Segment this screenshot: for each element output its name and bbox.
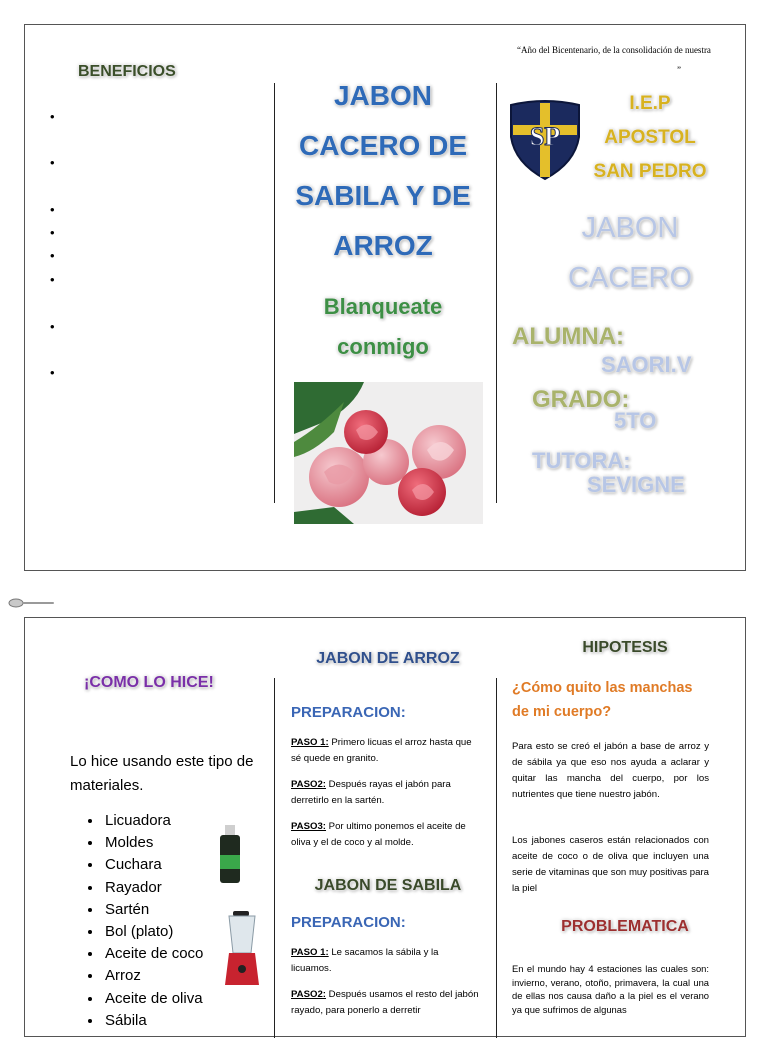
school-name-line: APOSTOL [604, 127, 696, 148]
brand-title-line: JABON [581, 212, 679, 244]
hipotesis-title: HIPOTESIS [582, 639, 668, 656]
brand-title [555, 203, 705, 303]
grado-value: 5TO [614, 408, 657, 433]
benefit-bullet: • [50, 365, 55, 380]
benefit-bullet: • [50, 272, 55, 287]
benefit-bullet: • [50, 202, 55, 217]
arroz-step-1 [291, 735, 481, 767]
list-item: • Bol (plato) [103, 921, 203, 943]
slogan-line: Blanqueate [323, 294, 443, 319]
slogan-line: conmigo [337, 334, 429, 359]
main-title [283, 71, 483, 271]
column-divider [274, 678, 275, 1038]
hipotesis-paragraph: Para esto se creó el jabón a base de arroz y de sábila ya que eso nos ayuda a aclarar y quitar las mancha del cuerpo, por los nutrientes que tiene nuestro jabón. [512, 741, 709, 800]
header-quote: “Año del Bicentenario, de la consolidación de nuestra [517, 45, 711, 55]
rose-soap-photo [294, 382, 483, 524]
hipotesis-paragraph: Los jabones caseros están relacionados con aceite de coco o de oliva que incluyen una serie de vitaminas que son muy positivas para la piel [512, 835, 709, 894]
tutora-value: SEVIGNE [587, 472, 685, 497]
grado-label: GRADO: [532, 386, 630, 413]
main-title-line: ARROZ [333, 230, 433, 261]
materials-intro: Lo hice usando este tipo de materiales. [70, 753, 254, 794]
benefit-bullet: • [50, 155, 55, 170]
list-item: • Licuadora [103, 810, 203, 832]
main-title-line: JABON [333, 80, 432, 111]
materials-list [85, 810, 203, 1032]
arroz-step-3 [291, 819, 481, 851]
school-name [585, 87, 715, 189]
jabon-sabila-title: JABON DE SABILA [314, 877, 462, 894]
list-item: • Sábila [103, 1010, 203, 1032]
list-item: • Moldes [103, 832, 203, 854]
slogan [283, 287, 483, 367]
blender-image [221, 911, 263, 987]
tutora-label: TUTORA: [532, 448, 631, 473]
column-divider [274, 83, 275, 503]
brand-title-line: CACERO [567, 262, 693, 294]
step-text: Después usamos el resto del jabón rayado, para ponerlo a derretir [291, 989, 479, 1016]
benefit-bullet: • [50, 319, 55, 334]
column-divider [496, 678, 497, 1038]
column-divider [496, 83, 497, 503]
list-item: • Arroz [103, 965, 203, 987]
benefit-bullet: • [50, 109, 55, 124]
list-item: • Cuchara [103, 854, 203, 876]
step-text: Después rayas el jabón para derretirlo en la sartén. [291, 779, 451, 806]
alumna-label: ALUMNA: [512, 323, 624, 350]
brochure-page-inside [24, 617, 746, 1037]
benefit-bullet: • [50, 248, 55, 263]
alumna-value: SAORI.V [601, 352, 692, 377]
step-text: Le sacamos la sábila y la licuamos. [291, 947, 439, 974]
benefit-bullet: • [50, 225, 55, 240]
problematica-paragraph: En el mundo hay 4 estaciones las cuales son: invierno, verano, otoño, primavera, la cual una de ellas nos causa daño a la piel es el verano ya que sufrimos de algunas [512, 963, 709, 1015]
header-quote-end: ” [677, 65, 681, 75]
preparacion-heading: PREPARACION: [291, 704, 406, 721]
step-label: PASO 1: [291, 947, 329, 958]
list-item: • Aceite de oliva [103, 988, 203, 1010]
school-name-line: I.E.P [629, 93, 671, 114]
main-title-line: CACERO DE [298, 130, 467, 161]
step-label: PASO 1: [291, 737, 329, 748]
step-label: PASO3: [291, 821, 327, 832]
sabila-step-1 [291, 945, 481, 977]
beneficios-title: BENEFICIOS [78, 63, 176, 80]
step-text: Primero licuas el arroz hasta que sé quede en granito. [291, 737, 472, 764]
list-item: • Rayador [103, 877, 203, 899]
problematica-title: PROBLEMATICA [561, 918, 689, 935]
school-name-line: SAN PEDRO [593, 161, 707, 182]
sabila-step-2 [291, 987, 481, 1019]
hipotesis-question: ¿Cómo quito las manchas de mi cuerpo? [512, 680, 693, 720]
list-item: • Sartén [103, 899, 203, 921]
como-lo-hice-title: ¡COMO LO HICE! [84, 674, 214, 691]
preparacion-heading: PREPARACION: [291, 914, 406, 931]
step-label: PASO2: [291, 779, 327, 790]
shield-letters: SP [529, 122, 561, 151]
oil-bottle-image [217, 825, 243, 885]
arroz-step-2 [291, 777, 481, 809]
spoon-icon [8, 596, 56, 608]
step-text: Por ultimo ponemos el aceite de oliva y el de coco y al molde. [291, 821, 466, 848]
school-shield-logo [507, 99, 583, 181]
jabon-arroz-title: JABON DE ARROZ [316, 650, 460, 667]
list-item: • Aceite de coco [103, 943, 203, 965]
step-label: PASO2: [291, 989, 327, 1000]
brochure-page-front [24, 24, 746, 571]
main-title-line: SABILA Y DE [295, 180, 471, 211]
